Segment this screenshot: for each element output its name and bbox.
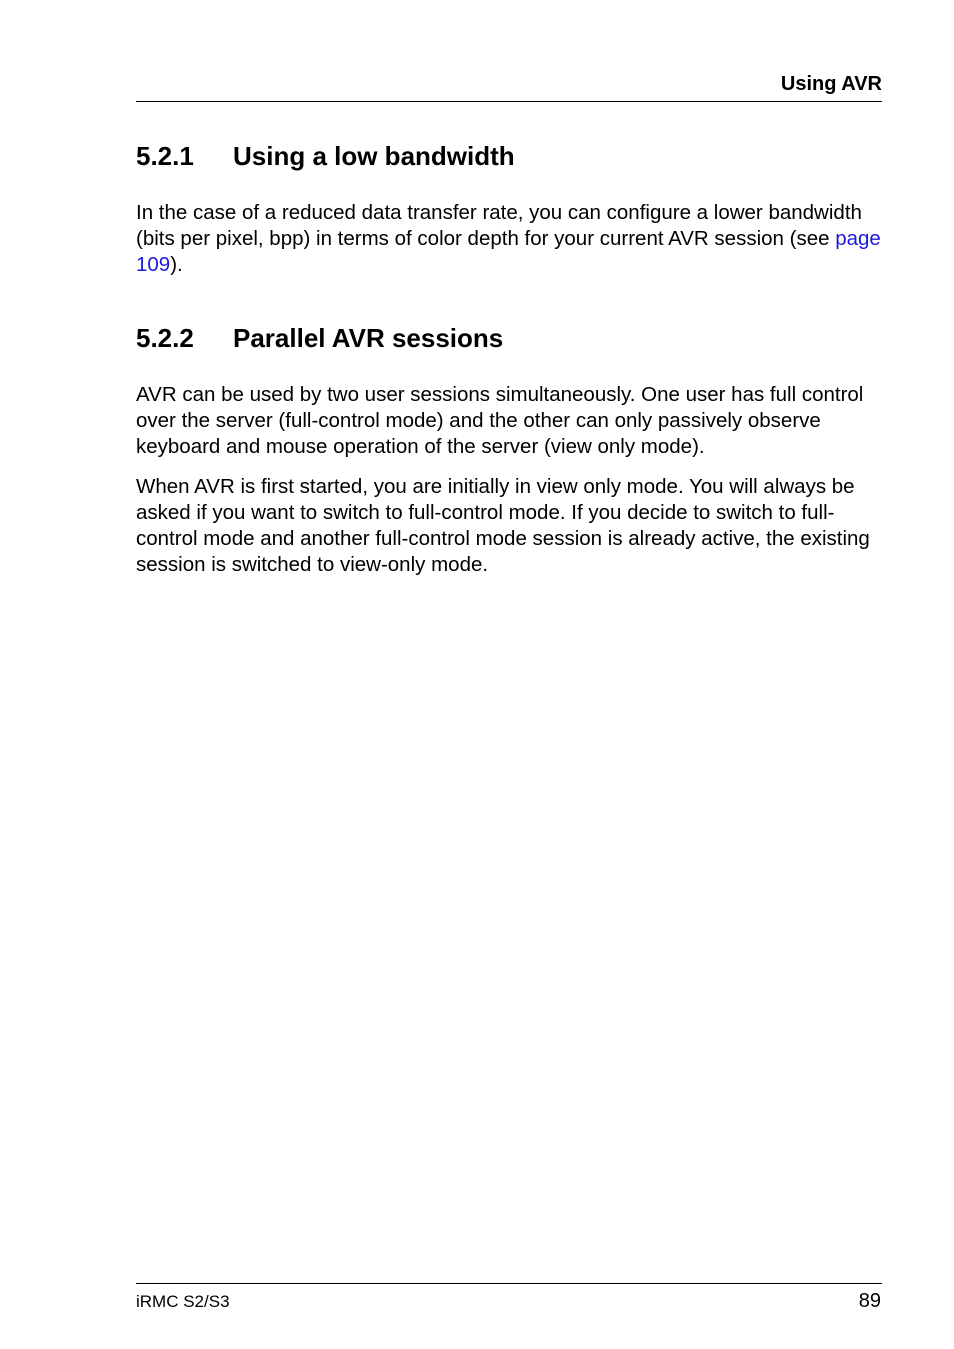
- header-divider: [136, 101, 882, 102]
- paragraph-text-end: ).: [170, 253, 183, 276]
- section-number: 5.2.1: [136, 141, 194, 171]
- section-heading-5-2-1: [136, 140, 515, 172]
- paragraph-parallel-sessions-2: When AVR is first started, you are initially in view only mode. You will always be asked if you want to switch to full-control mode. If you decide to switch to full-control mode and another full-control mode session is already active, the existing session is switched to view-only mode.: [136, 475, 870, 576]
- footer-divider: [136, 1283, 882, 1284]
- section-title: Using a low bandwidth: [233, 141, 515, 171]
- paragraph-text: In the case of a reduced data transfer rate, you can configure a lower bandwidth (bits per pixel, bpp) in terms of color depth for your current AVR session (see: [136, 201, 862, 250]
- section-title: Parallel AVR sessions: [233, 323, 504, 353]
- paragraph-low-bandwidth: [136, 200, 884, 278]
- paragraph-parallel-sessions-1: AVR can be used by two user sessions simultaneously. One user has full control over the server (full-control mode) and the other can only passively observe keyboard and mouse operation of the server (view only mode).: [136, 383, 864, 458]
- section-heading-5-2-2: [136, 322, 503, 354]
- footer-product-name: iRMC S2/S3: [136, 1292, 230, 1311]
- page-link[interactable]: page 109: [136, 227, 881, 276]
- running-header-title: Using AVR: [780, 73, 882, 95]
- section-number: 5.2.2: [136, 323, 194, 353]
- footer-page-number: 89: [858, 1290, 881, 1312]
